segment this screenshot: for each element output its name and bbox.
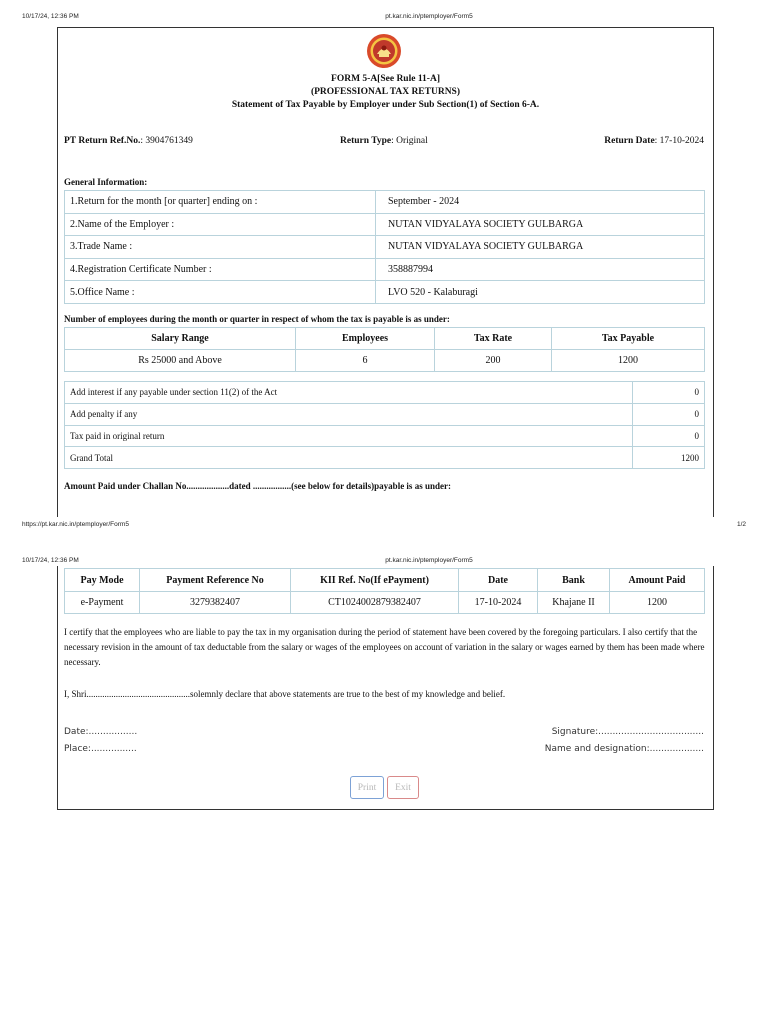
table-cell: 3279382407 bbox=[140, 592, 291, 614]
table-cell: 1200 bbox=[552, 350, 705, 372]
general-info-table bbox=[64, 190, 705, 304]
table-row bbox=[65, 236, 705, 259]
pt-return-ref bbox=[64, 136, 193, 146]
table-row bbox=[65, 281, 705, 304]
table-row bbox=[65, 191, 705, 214]
general-label: 1.Return for the month [or quarter] ending on : bbox=[65, 191, 376, 214]
print-footer bbox=[0, 521, 768, 533]
table-cell: Rs 25000 and Above bbox=[65, 350, 296, 372]
general-value: 358887994 bbox=[376, 258, 705, 281]
signature-field: Signature:..................................... bbox=[551, 727, 704, 737]
column-header: Tax Rate bbox=[435, 328, 552, 350]
type-label: Return Type bbox=[340, 136, 392, 146]
column-header: Pay Mode bbox=[65, 569, 140, 592]
page-number: 1/2 bbox=[736, 521, 746, 528]
payment-table bbox=[64, 568, 705, 614]
general-label: 4.Registration Certificate Number : bbox=[65, 258, 376, 281]
ref-value: : 3904761349 bbox=[140, 136, 193, 146]
print-datetime: 10/17/24, 12:36 PM bbox=[22, 557, 79, 564]
return-type bbox=[340, 136, 428, 146]
exit-button[interactable]: Exit bbox=[387, 776, 419, 799]
table-cell: Khajane II bbox=[538, 592, 610, 614]
form-statement: Statement of Tax Payable by Employer under Sub Section(1) of Section 6-A. bbox=[231, 100, 540, 110]
column-header: Bank bbox=[538, 569, 610, 592]
general-value: NUTAN VIDYALAYA SOCIETY GULBARGA bbox=[376, 236, 705, 259]
column-header: Employees bbox=[296, 328, 435, 350]
date-value: : 17-10-2024 bbox=[654, 136, 704, 146]
form-subtitle: (PROFESSIONAL TAX RETURNS) bbox=[310, 87, 461, 97]
table-row bbox=[65, 592, 705, 614]
general-value: NUTAN VIDYALAYA SOCIETY GULBARGA bbox=[376, 213, 705, 236]
table-row bbox=[65, 425, 705, 447]
column-header: Tax Payable bbox=[552, 328, 705, 350]
table-cell: 200 bbox=[435, 350, 552, 372]
summary-value: 0 bbox=[633, 382, 705, 404]
general-label: 5.Office Name : bbox=[65, 281, 376, 304]
general-label: 2.Name of the Employer : bbox=[65, 213, 376, 236]
return-date bbox=[604, 136, 704, 146]
certification-text: I certify that the employees who are liable to pay the tax in my organisation during the period of statement have been covered by the foregoing particulars. I also certify that the necessary revision in the amount of tax deductable from the salary or wages of the employees on account of variation in the salary or wages earned by them has been made where necessary. bbox=[64, 627, 705, 667]
print-header bbox=[0, 13, 768, 25]
table-row bbox=[65, 350, 705, 372]
type-value: : Original bbox=[391, 136, 428, 146]
table-row bbox=[65, 258, 705, 281]
summary-label: Grand Total bbox=[65, 447, 633, 469]
column-header: KII Ref. No(If ePayment) bbox=[291, 569, 459, 592]
general-value: September - 2024 bbox=[376, 191, 705, 214]
karnataka-emblem-icon bbox=[366, 33, 402, 69]
summary-label: Add penalty if any bbox=[65, 403, 633, 425]
place-field: Place:................ bbox=[64, 744, 137, 754]
summary-label: Tax paid in original return bbox=[65, 425, 633, 447]
challan-heading: Amount Paid under Challan No...................dated .................(see below for details)payable is as under: bbox=[64, 481, 451, 491]
table-cell: e-Payment bbox=[65, 592, 140, 614]
table-cell: 1200 bbox=[610, 592, 705, 614]
print-url: pt.kar.nic.in/ptemployer/Form5 bbox=[385, 13, 473, 20]
table-cell: 17-10-2024 bbox=[459, 592, 538, 614]
table-header-row bbox=[65, 569, 705, 592]
table-row bbox=[65, 447, 705, 469]
employees-table bbox=[64, 327, 705, 372]
table-row bbox=[65, 403, 705, 425]
table-row bbox=[65, 382, 705, 404]
print-button[interactable]: Print bbox=[350, 776, 384, 799]
table-cell: CT1024002879382407 bbox=[291, 592, 459, 614]
summary-table bbox=[64, 381, 705, 469]
summary-value: 0 bbox=[633, 425, 705, 447]
summary-label: Add interest if any payable under section 11(2) of the Act bbox=[65, 382, 633, 404]
general-value: LVO 520 - Kalaburagi bbox=[376, 281, 705, 304]
form-title: FORM 5-A[See Rule 11-A] bbox=[331, 74, 440, 84]
general-info-heading: General Information: bbox=[64, 177, 148, 187]
name-designation-field: Name and designation:................... bbox=[544, 744, 704, 754]
column-header: Salary Range bbox=[65, 328, 296, 350]
print-footer-url: https://pt.kar.nic.in/ptemployer/Form5 bbox=[22, 521, 129, 528]
summary-value: 0 bbox=[633, 403, 705, 425]
date-field: Date:................. bbox=[64, 727, 138, 737]
column-header: Payment Reference No bbox=[140, 569, 291, 592]
ref-label: PT Return Ref.No. bbox=[64, 136, 141, 146]
print-datetime: 10/17/24, 12:36 PM bbox=[22, 13, 79, 20]
date-label: Return Date bbox=[604, 136, 655, 146]
table-cell: 6 bbox=[296, 350, 435, 372]
table-row bbox=[65, 213, 705, 236]
column-header: Amount Paid bbox=[610, 569, 705, 592]
form-heading bbox=[57, 73, 714, 112]
column-header: Date bbox=[459, 569, 538, 592]
table-header-row bbox=[65, 328, 705, 350]
declaration-text: I, Shri..............................................solemnly declare that above statements are true to the best of my knowledge and belief. bbox=[64, 689, 506, 699]
summary-value: 1200 bbox=[633, 447, 705, 469]
employees-heading: Number of employees during the month or quarter in respect of whom the tax is payable is as under: bbox=[64, 314, 450, 324]
general-label: 3.Trade Name : bbox=[65, 236, 376, 259]
print-url: pt.kar.nic.in/ptemployer/Form5 bbox=[385, 557, 473, 564]
